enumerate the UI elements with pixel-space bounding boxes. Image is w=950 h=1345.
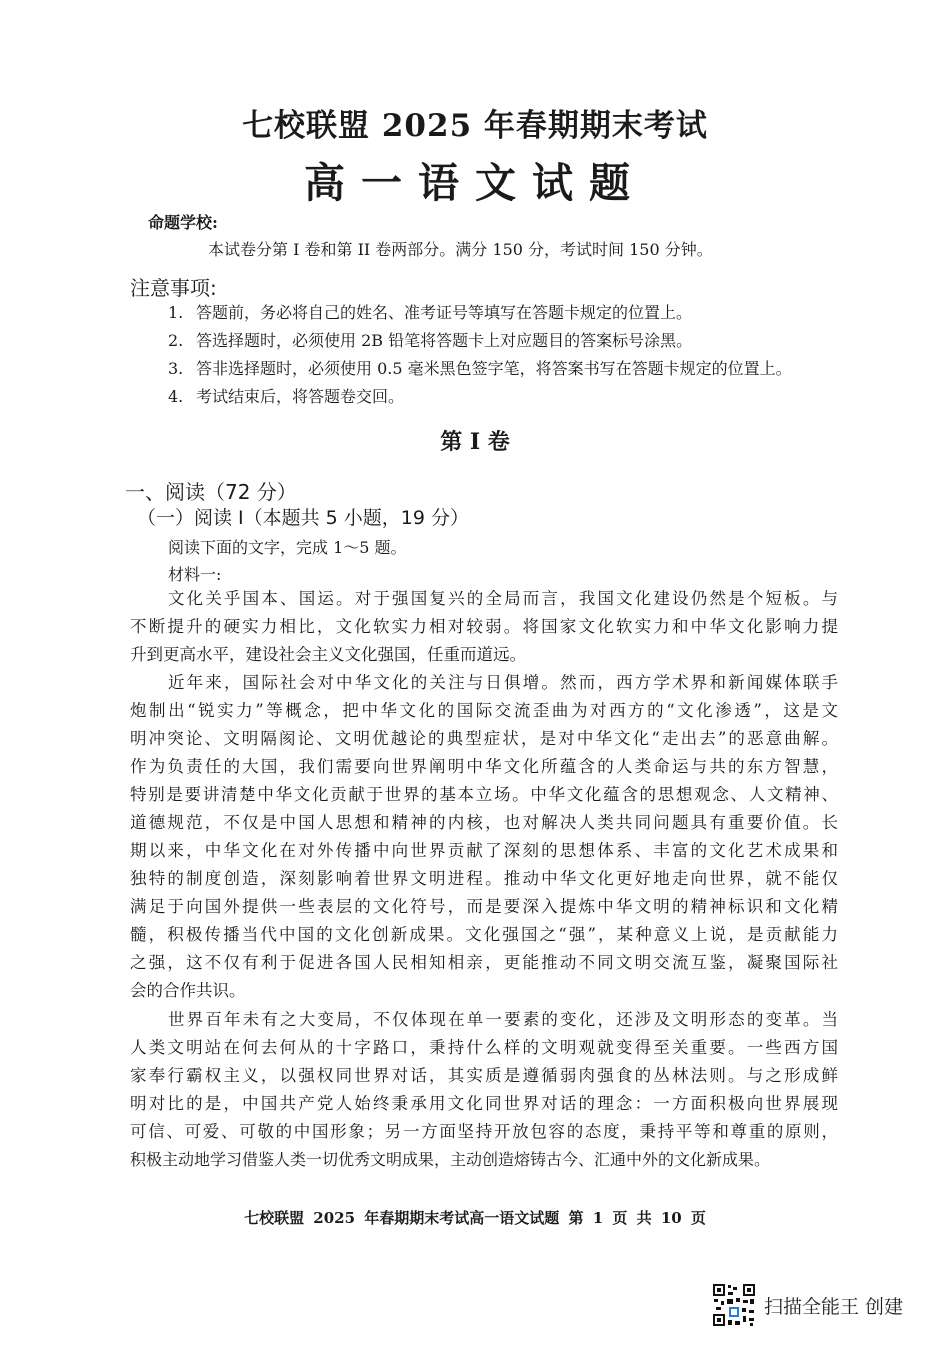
passage-line: 世界百年未有之大变局，不仅体现在单一要素的变化，还涉及文明形态的变革。当 — [168, 1010, 838, 1029]
passage-line: 人类文明站在何去何从的十字路口，秉持什么样的文明观就变得至关重要。一些西方国 — [130, 1038, 838, 1057]
note-text: 考试结束后，将答题卷交回。 — [196, 387, 405, 406]
notes-heading: 注意事项: — [130, 276, 217, 300]
watermark-text: 扫描全能王 创建 — [764, 1295, 904, 1318]
reading-instruction: 阅读下面的文字，完成 1～5 题。 — [168, 538, 407, 557]
passage-line: 不断提升的硬实力相比，文化软实力相对较弱。将国家文化软实力和中华文化影响力提 — [130, 617, 838, 636]
passage-line: 家奉行霸权主义，以强权同世界对话，其实质是遵循弱肉强食的丛林法则。与之形成鲜 — [130, 1066, 838, 1085]
page-footer: 七校联盟 2025 年春期期末考试高一语文试题 第 1 页 共 10 页 — [244, 1209, 706, 1227]
passage-line: 近年来，国际社会对中华文化的关注与日俱增。然而，西方学术界和新闻媒体联手 — [168, 673, 838, 692]
sub-heading: （一）阅读 I（本题共 5 小题，19 分） — [137, 507, 470, 529]
exam-title: 七校联盟 2025 年春期期末考试 — [242, 108, 708, 144]
passage-line: 独特的制度创造，深刻影响着世界文明进程。推动中华文化更好地走向世界，就不能仅 — [130, 869, 838, 888]
part-heading: 一、阅读（72 分） — [125, 480, 297, 504]
passage-line: 特别是要讲清楚中华文化贡献于世界的基本立场。中华文化蕴含的思想观念、人文精神、 — [130, 785, 838, 804]
passage-line: 明冲突论、文明隔阂论、文明优越论的典型症状，是对中华文化“走出去”的恶意曲解。 — [130, 729, 838, 748]
passage-line: 文化关乎国本、国运。对于强国复兴的全局而言，我国文化建设仍然是个短板。与 — [168, 589, 838, 608]
note-item — [168, 384, 404, 407]
note-item — [168, 300, 692, 323]
passage-line: 道德规范，不仅是中国人思想和精神的内核，也对解决人类共同问题具有重要价值。长 — [130, 813, 838, 832]
passage-line: 髓，积极传播当代中国的文化创新成果。文化强国之“强”，某种意义上说，是贡献能力 — [130, 925, 838, 944]
passage-line: 之强，这不仅有利于促进各国人民相知相亲，更能推动不同文明交流互鉴，凝聚国际社 — [130, 953, 838, 972]
note-number: 3. — [168, 359, 184, 378]
note-text: 答选择题时，必须使用 2B 铅笔将答题卡上对应题目的答案标号涂黑。 — [196, 331, 693, 350]
note-number: 1. — [168, 303, 184, 322]
note-number: 2. — [168, 331, 184, 350]
note-text: 答题前，务必将自己的姓名、准考证号等填写在答题卡规定的位置上。 — [196, 303, 693, 322]
exam-info: 本试卷分第 I 卷和第 II 卷两部分。满分 150 分，考试时间 150 分钟。 — [208, 240, 713, 259]
passage-line: 炮制出“锐实力”等概念，把中华文化的国际交流歪曲为对西方的“文化渗透”，这是文 — [130, 701, 838, 720]
subject-title: 高一语文试题 — [304, 159, 646, 207]
note-item — [168, 328, 692, 351]
note-text: 答非选择题时，必须使用 0.5 毫米黑色签字笔，将答案书写在答题卡规定的位置上。 — [196, 359, 792, 378]
note-item — [168, 356, 792, 379]
passage-line: 可信、可爱、可敬的中国形象；另一方面坚持开放包容的态度，秉持平等和尊重的原则， — [130, 1122, 838, 1141]
passage-line: 作为负责任的大国，我们需要向世界阐明中华文化所蕴含的人类命运与共的东方智慧， — [130, 757, 838, 776]
section-title: 第 I 卷 — [440, 429, 510, 455]
passage-line: 期以来，中华文化在对外传播中向世界贡献了深刻的思想体系、丰富的文化艺术成果和 — [130, 841, 838, 860]
material-label: 材料一: — [168, 565, 222, 584]
school-label: 命题学校: — [148, 213, 218, 232]
passage-line: 满足于向国外提供一些表层的文化符号，而是要深入提炼中华文明的精神标识和文化精 — [130, 897, 838, 916]
passage-line: 会的合作共识。 — [130, 981, 246, 1000]
qr-code-icon — [712, 1283, 756, 1327]
note-number: 4. — [168, 387, 184, 406]
passage-line: 积极主动地学习借鉴人类一切优秀文明成果，主动创造熔铸古今、汇通中外的文化新成果。 — [130, 1150, 771, 1169]
passage-line: 明对比的是，中国共产党人始终秉承用文化同世界对话的理念：一方面积极向世界展现 — [130, 1094, 838, 1113]
passage-line: 升到更高水平，建设社会主义文化强国，任重而道远。 — [130, 645, 526, 664]
scanner-watermark — [712, 1283, 903, 1327]
